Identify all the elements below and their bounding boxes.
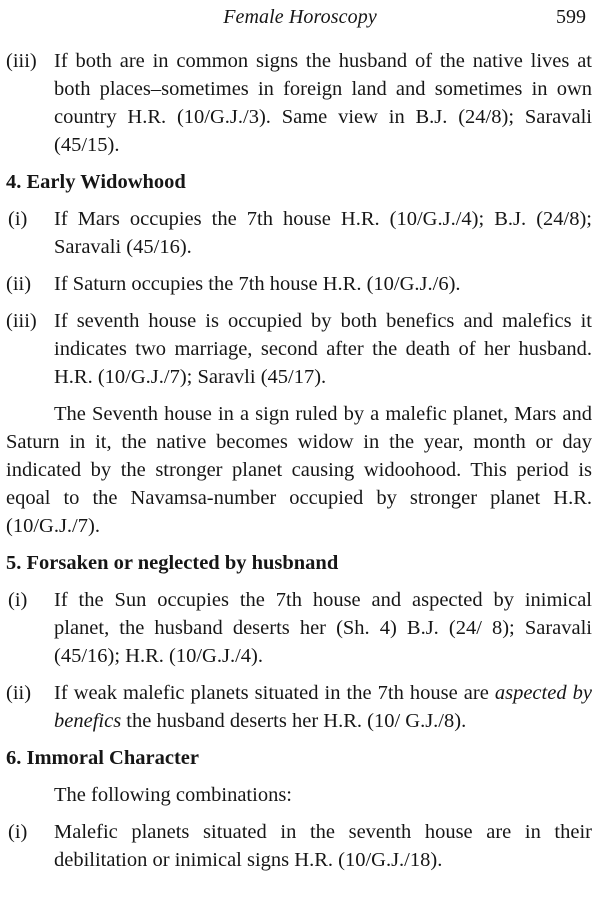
- list-item-text: Malefic planets situated in the seventh house are in their debilitation or inimical signs H.R. (10/G.J./18).: [54, 821, 592, 871]
- list-item-text: If Saturn occupies the 7th house H.R. (10/G.J./6).: [54, 273, 461, 295]
- list-item: [0, 270, 600, 298]
- running-title: Female Horoscopy: [223, 6, 377, 28]
- list-item: [0, 47, 600, 159]
- list-marker: (i): [8, 821, 28, 843]
- list-marker: (iii): [6, 310, 37, 332]
- list-item: [0, 205, 600, 261]
- list-item-text: If both are in common signs the husband of the native lives at both places–sometimes in foreign land and sometimes in own country H.R. (10/G.J./3). Same view in B.J. (24/8); Saravali (45/15).: [54, 50, 592, 156]
- page-number: 599: [556, 6, 586, 28]
- list-item-text: If seventh house is occupied by both benefics and malefics it indicates two marriage, second after the death of her husband. H.R. (10/G.J./7); Saravli (45/17).: [54, 310, 592, 388]
- list-item-text-start: If weak malefic planets situated in the 7th house are: [54, 682, 495, 704]
- list-item: [0, 586, 600, 670]
- section-heading: 6. Immoral Character: [6, 747, 199, 769]
- list-item: [0, 679, 600, 735]
- list-marker: (i): [8, 589, 28, 611]
- page-header: [0, 4, 600, 30]
- list-marker: (iii): [6, 50, 37, 72]
- list-marker: (ii): [6, 273, 32, 295]
- paragraph-text: The Seventh house in a sign ruled by a malefic planet, Mars and Saturn in it, the native becomes widow in the year, month or day indicated by the stronger planet causing widoohood. This period is eqoal to the Navamsa-number occupied by stronger planet H.R. (10/G.J./7).: [6, 403, 592, 537]
- list-item: [0, 818, 600, 874]
- list-marker: (ii): [6, 682, 32, 704]
- body-paragraph: [0, 400, 600, 540]
- list-item-text-end: the husband deserts her H.R. (10/ G.J./8).: [121, 710, 467, 732]
- list-item-text: If Mars occupies the 7th house H.R. (10/G.J./4); B.J. (24/8); Saravali (45/16).: [54, 208, 592, 258]
- emphasized-text: aspected by benefics: [54, 682, 592, 732]
- intro-line: The following combinations:: [54, 784, 292, 806]
- section-heading: 5. Forsaken or neglected by husbnand: [6, 552, 339, 574]
- list-item-text: [54, 682, 592, 732]
- list-item: [0, 307, 600, 391]
- section-heading: 4. Early Widowhood: [6, 171, 186, 193]
- list-item-text: If the Sun occupies the 7th house and aspected by inimical planet, the husband deserts her (Sh. 4) B.J. (24/ 8); Saravali (45/16); H.R. (10/G.J./4).: [54, 589, 592, 667]
- page-body: [0, 47, 600, 883]
- list-marker: (i): [8, 208, 28, 230]
